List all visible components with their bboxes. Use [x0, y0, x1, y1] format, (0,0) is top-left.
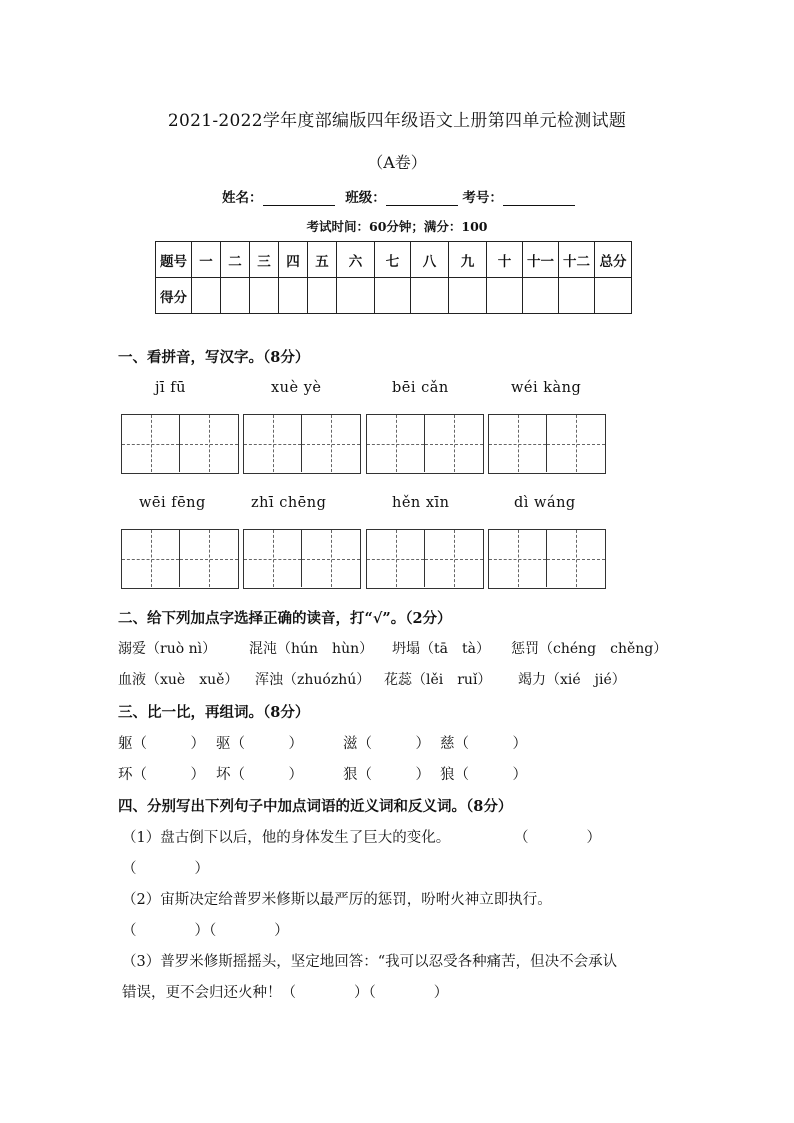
question-3-line2: 错误，更不会归还火种！（ ）（ ） — [122, 985, 449, 1001]
reading-choice[interactable]: 花蕊（lěi ruǐ） — [384, 672, 492, 688]
score-cell[interactable] — [523, 278, 559, 314]
writing-grid[interactable] — [366, 529, 484, 589]
question-2: （2）宙斯决定给普罗米修斯以最严厉的惩罚，吩咐火神立即执行。 — [122, 892, 552, 908]
score-table-col: 总分 — [595, 242, 632, 278]
reading-choice[interactable]: 浑浊（zhuózhú） — [255, 672, 371, 688]
score-table-col: 四 — [279, 242, 308, 278]
exam-subtitle: （A卷） — [367, 153, 427, 172]
word-blank[interactable]: 驱（ ） — [216, 736, 303, 752]
reading-choice[interactable]: 混沌（hún hùn） — [249, 641, 374, 657]
word-blank[interactable]: 狠（ ） — [343, 767, 430, 783]
writing-grid[interactable] — [488, 414, 606, 474]
word-blank[interactable]: 慈（ ） — [440, 736, 527, 752]
question-3-line1: （3）普罗米修斯摇摇头，坚定地回答：“我可以忍受各种痛苦，但决不会承认 — [122, 954, 618, 970]
score-table-col: 十一 — [523, 242, 559, 278]
score-cell[interactable] — [192, 278, 221, 314]
score-cell[interactable] — [250, 278, 279, 314]
score-cell[interactable] — [595, 278, 632, 314]
pinyin-label: wēi fēng — [139, 495, 206, 511]
number-field[interactable] — [503, 191, 575, 206]
writing-grid[interactable] — [243, 414, 361, 474]
reading-choice[interactable]: 惩罚（chéng chěng） — [511, 641, 668, 657]
reading-choice[interactable]: 溺爱（ruò nì） — [118, 641, 217, 657]
writing-grid[interactable] — [488, 529, 606, 589]
student-info — [222, 186, 575, 206]
class-label: 班级： — [345, 190, 386, 206]
score-table-col: 二 — [221, 242, 250, 278]
score-cell[interactable] — [337, 278, 375, 314]
score-table-col: 七 — [375, 242, 411, 278]
pinyin-label: dì wáng — [514, 495, 576, 511]
writing-grid[interactable] — [121, 529, 239, 589]
score-cell[interactable] — [279, 278, 308, 314]
score-cell[interactable] — [487, 278, 523, 314]
number-label: 考号： — [462, 190, 503, 206]
score-table-col: 三 — [250, 242, 279, 278]
name-label: 姓名： — [222, 190, 263, 206]
pinyin-label: jī fū — [155, 380, 186, 396]
score-table-col: 六 — [337, 242, 375, 278]
score-table-header-row — [156, 242, 632, 278]
word-blank[interactable]: 环（ ） — [118, 767, 205, 783]
pinyin-label: wéi kàng — [511, 380, 582, 396]
time-info: 考试时间：60分钟；满分：100 — [306, 219, 488, 234]
reading-choice[interactable]: 血液（xuè xuě） — [118, 672, 239, 688]
word-blank[interactable]: 躯（ ） — [118, 736, 205, 752]
section1-heading: 一、看拼音，写汉字。（8分） — [118, 349, 310, 366]
writing-grid[interactable] — [366, 414, 484, 474]
score-table-score-row — [156, 278, 632, 314]
score-table-col: 十 — [487, 242, 523, 278]
word-blank[interactable]: 滋（ ） — [343, 736, 430, 752]
answer-blank[interactable]: （ ） — [514, 830, 601, 846]
section4-heading: 四、分别写出下列句子中加点词语的近义词和反义词。（8分） — [118, 798, 513, 815]
pinyin-label: zhī chēng — [251, 495, 327, 511]
section2-heading: 二、给下列加点字选择正确的读音，打“√”。（2分） — [118, 610, 452, 627]
score-table-col: 十二 — [559, 242, 595, 278]
score-table-col: 九 — [449, 242, 487, 278]
score-cell[interactable] — [559, 278, 595, 314]
score-table-row1-label: 题号 — [156, 242, 192, 278]
score-cell[interactable] — [411, 278, 449, 314]
reading-choice[interactable]: 竭力（xié jié） — [518, 672, 626, 688]
answer-blanks[interactable]: （ ）（ ） — [122, 923, 289, 939]
writing-grid[interactable] — [243, 529, 361, 589]
writing-grid[interactable] — [121, 414, 239, 474]
score-cell[interactable] — [449, 278, 487, 314]
exam-title: 2021-2022学年度部编版四年级语文上册第四单元检测试题 — [167, 111, 627, 131]
score-table-col: 五 — [308, 242, 337, 278]
question-1: （1）盘古倒下以后，他的身体发生了巨大的变化。 — [122, 830, 451, 846]
score-cell[interactable] — [221, 278, 250, 314]
reading-choice[interactable]: 坍塌（tā tà） — [392, 641, 490, 657]
score-cell[interactable] — [375, 278, 411, 314]
pinyin-label: xuè yè — [271, 380, 322, 396]
answer-blank[interactable]: （ ） — [122, 861, 209, 877]
score-table-col: 一 — [192, 242, 221, 278]
class-field[interactable] — [386, 191, 458, 206]
name-field[interactable] — [263, 191, 335, 206]
pinyin-label: bēi cǎn — [392, 380, 449, 396]
score-table-row2-label: 得分 — [156, 278, 192, 314]
score-cell[interactable] — [308, 278, 337, 314]
word-blank[interactable]: 坏（ ） — [216, 767, 303, 783]
score-table — [155, 241, 632, 314]
word-blank[interactable]: 狼（ ） — [440, 767, 527, 783]
score-table-col: 八 — [411, 242, 449, 278]
section3-heading: 三、比一比，再组词。（8分） — [118, 704, 310, 721]
pinyin-label: hěn xīn — [392, 495, 450, 511]
